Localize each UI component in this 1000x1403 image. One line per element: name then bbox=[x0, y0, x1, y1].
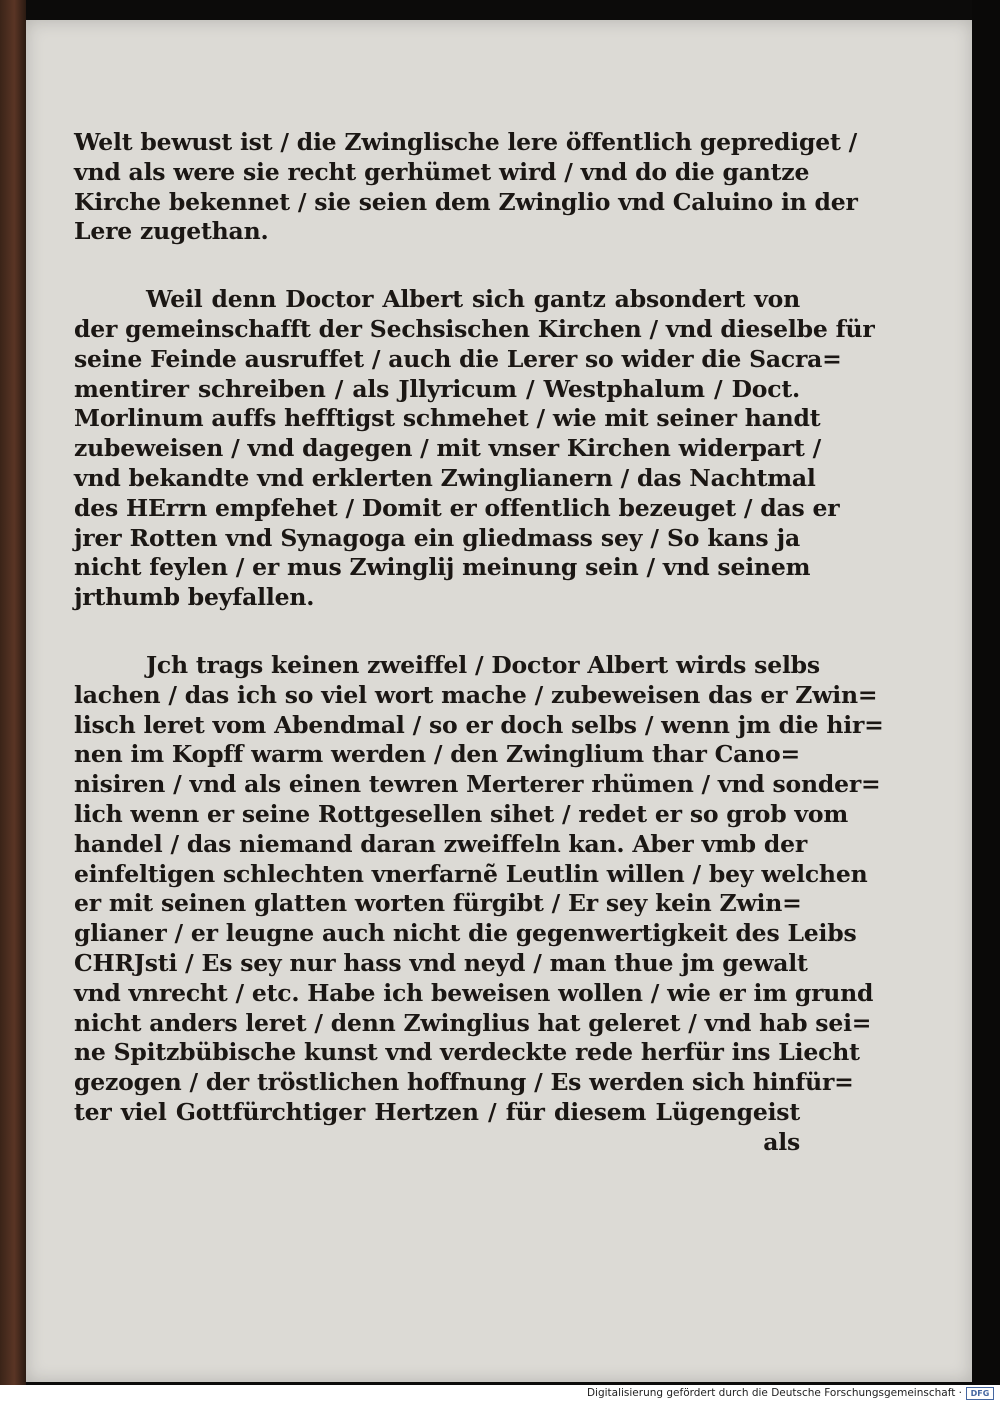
text-line: ter viel Gottfürchtiger Hertzen / für diesem Lügengeist bbox=[74, 1097, 800, 1126]
funding-credit: Digitalisierung gefördert durch die Deutsche Forschungsgemeinschaft · bbox=[586, 1387, 962, 1399]
book-left-edge bbox=[0, 0, 26, 1385]
scan-right-margin bbox=[972, 0, 1000, 1385]
text-line: vnd bekandte vnd erklerten Zwinglianern / das Nachtmal bbox=[74, 463, 816, 492]
text-line: nisiren / vnd als einen tewren Merterer rhümen / vnd sonder= bbox=[74, 770, 881, 799]
text-line: Weil denn Doctor Albert sich gantz absondert von bbox=[146, 285, 800, 314]
text-line: der gemeinschafft der Sechsischen Kirchen / vnd dieselbe für bbox=[74, 314, 875, 343]
text-line: vnd als were sie recht gerhümet wird / vnd do die gantze bbox=[74, 157, 810, 186]
text-line: jrthumb beyfallen. bbox=[74, 583, 315, 612]
paragraph-1 bbox=[74, 128, 858, 247]
text-line: glianer / er leugne auch nicht die gegenwertigkeit des Leibs bbox=[74, 919, 857, 948]
text-line: seine Feinde ausruffet / auch die Lerer so wider die Sacra= bbox=[74, 344, 842, 373]
text-line: CHRJsti / Es sey nur hass vnd neyd / man thue jm gewalt bbox=[74, 948, 808, 977]
text-line: nicht feylen / er mus Zwinglij meinung sein / vnd seinem bbox=[74, 553, 811, 582]
text-line: Welt bewust ist / die Zwinglische lere öffentlich geprediget / bbox=[74, 128, 857, 156]
text-line: lisch leret vom Abendmal / so er doch selbs / wenn jm die hir= bbox=[74, 710, 884, 739]
text-line: Morlinum auffs hefftigst schmehet / wie mit seiner handt bbox=[74, 404, 821, 433]
text-line: nen im Kopff warm werden / den Zwinglium thar Cano= bbox=[74, 740, 800, 769]
paragraph-2 bbox=[74, 285, 875, 613]
dfg-logo-icon: DFG bbox=[966, 1387, 994, 1400]
text-line: lachen / das ich so viel wort mache / zubeweisen das er Zwin= bbox=[74, 680, 878, 709]
text-line: gezogen / der tröstlichen hoffnung / Es werden sich hinfür= bbox=[74, 1068, 854, 1097]
text-line: Jch trags keinen zweiffel / Doctor Albert wirds selbs bbox=[146, 650, 820, 679]
paragraph-3 bbox=[74, 650, 884, 1128]
text-line: des HErrn empfehet / Domit er offentlich bezeuget / das er bbox=[74, 493, 840, 522]
catchword: als bbox=[763, 1127, 800, 1156]
digitization-footer bbox=[0, 1385, 1000, 1403]
page-text bbox=[74, 128, 884, 1158]
text-line: Kirche bekennet / sie seien dem Zwinglio vnd Caluino in der bbox=[74, 187, 858, 216]
text-line: handel / das niemand daran zweiffeln kan. Aber vmb der bbox=[74, 829, 808, 858]
text-line: nicht anders leret / denn Zwinglius hat geleret / vnd hab sei= bbox=[74, 1008, 872, 1037]
text-line: vnd vnrecht / etc. Habe ich beweisen wollen / wie er im grund bbox=[74, 978, 874, 1007]
text-line: einfeltigen schlechten vnerfarnẽ Leutlin willen / bey welchen bbox=[74, 859, 868, 888]
text-line: mentirer schreiben / als Jllyricum / Westphalum / Doct. bbox=[74, 374, 800, 403]
text-line: lich wenn er seine Rottgesellen sihet / redet er so grob vom bbox=[74, 799, 848, 828]
text-line: zubeweisen / vnd dagegen / mit vnser Kirchen widerpart / bbox=[74, 434, 821, 463]
text-line: ne Spitzbübische kunst vnd verdeckte rede herfür ins Liecht bbox=[74, 1038, 860, 1067]
text-line: er mit seinen glatten worten fürgibt / Er sey kein Zwin= bbox=[74, 889, 802, 918]
text-line: jrer Rotten vnd Synagoga ein gliedmass sey / So kans ja bbox=[74, 523, 800, 552]
text-line: Lere zugethan. bbox=[74, 217, 269, 246]
